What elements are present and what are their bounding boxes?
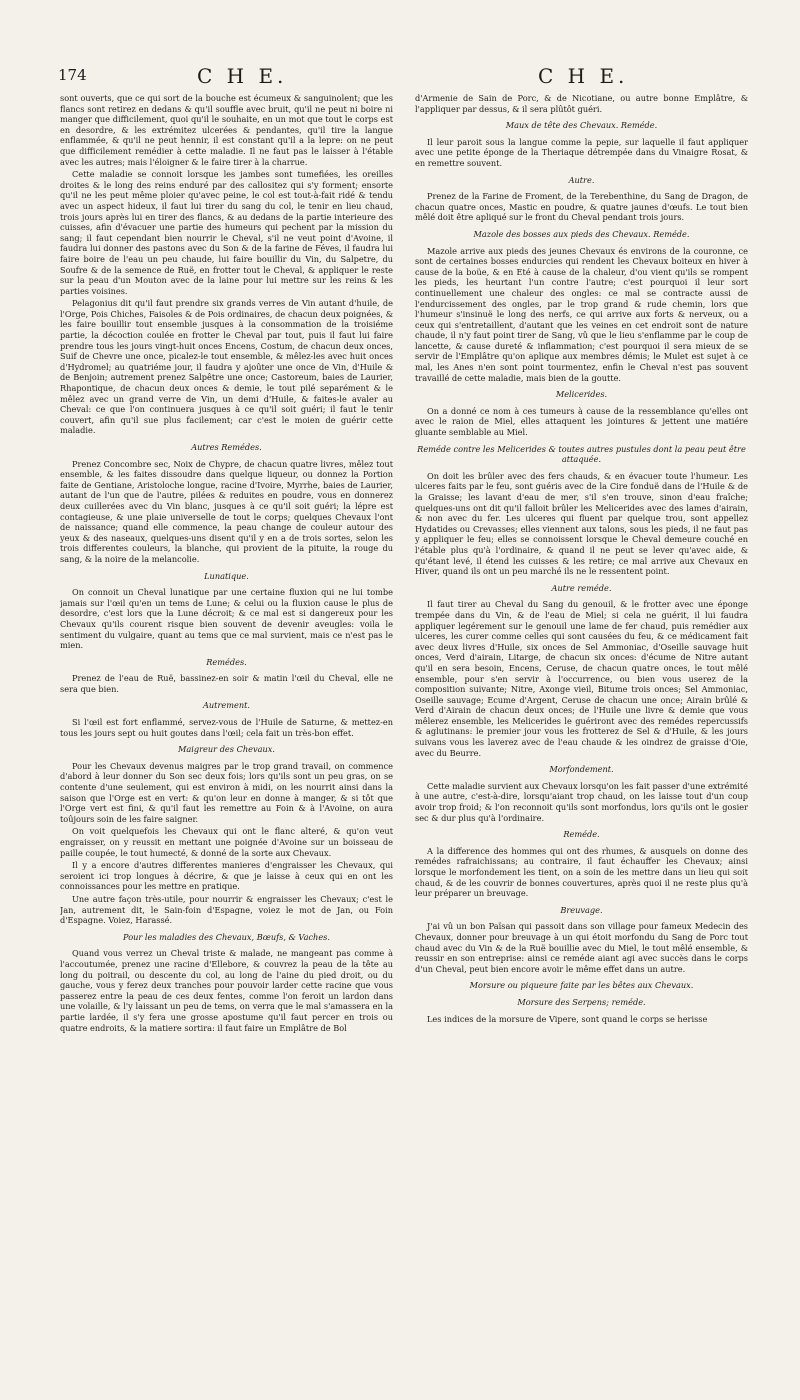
paragraph: Il y a encore d'autres differentes manieres d'engraisser les Chevaux, qui seroient ici trop longues à décrire, & que je laisse à ceux qui en ont les connoissances pour les mettre en pratique. (60, 860, 393, 892)
paragraph: Il leur paroit sous la langue comme la pepie, sur laquelle il faut appliquer avec une petite éponge de la Theriaque détrempée dans du Vinaigre Rosat, & en remettre souvent. (415, 136, 748, 168)
paragraph: sont ouverts, que ce qui sort de la bouche est écumeux & sanguinolent; que les flancs sont retirez en dedans & qu'il souffle avec bruit, qu'il ne peut ni boire ni manger que difficilement, quoi qu'il le souhaite, en un mot que tout le corps est en desordre, & les extrémitez ulcerées & pendantes, qu'il tire la langue enflammée, & qu'il ne peut hennir, il est constant qu'il a la lepre: on ne peut que difficilement remédier à cette maladie. Il ne faut pas le laisser à l'étable avec les autres; mais l'éloigner & le faire tirer à la charrue. (60, 93, 393, 167)
section-heading: Maux de tête des Chevaux. Reméde. (505, 120, 658, 131)
paragraph: On doit les brûler avec des fers chauds, & en évacuer toute l'humeur. Les ulceres faits par le feu, sont guéris avec de la Cire fonduë dans de l'Huile & de la Graisse; les lavant d'eau de mer, s'il s'en trouve, sinon d'eau fraîche; quelques-uns ont dit qu'il falloit brûler les Melicerides avec des lames d'airain, & non avec du fer. Les ulceres qui fluent par quelque trou, sont appellez Hydatides ou Crevasses; elles viennent aux talons, sous les pieds, il ne faut pas y appliquer le feu; elles se connoissent lorsque le Cheval demeure couché en l'étable plus qu'à l'ordinaire, & quand il ne peut se lever qu'avec aide, & qu'étant levé, il étend les cuisses & les retire; ce mal arrive aux Chevaux en Hiver, quand ils ont un peu marché ils ne le ressentent point. (415, 470, 748, 577)
paragraph: Pelagonius dit qu'il faut prendre six grands verres de Vin autant d'huile, de l'Orge, Pois Chiches, Faisoles & de Pois ordinaires, de chacun deux poignées, & les faire bouillir tout ensemble jusques à la consommation de la troisiéme partie, la décoction coulée en frotter le Cheval par tout, puis il faut lui faire prendre tous les jours vingt-huit onces Encens, Costum, de chacun deux onces, Suif de Chevre une once, picalez-le tout ensemble, & mêlez-les avec huit onces d'Hydromel; au quatriéme jour, il faudra y ajoûter une once de Vin, d'Huile & de Benjoin; autrement prenez Salpêtre une once; Castoreum, baies de Laurier, Rhapontique, de chacun deux onces & demie, le tout pilé separément & le mêlez avec un grand verre de Vin, un demi d'Huile, & faites-le avaler au Cheval: ce que l'on continuera jusques à ce qu'il soit guéri; il faut le tenir couvert, afin qu'il sue plus facilement; car c'est le moien de guérir cette maladie. (60, 298, 393, 436)
section-heading: Autre. (568, 174, 595, 185)
section-heading: Morfondement. (549, 764, 614, 775)
paragraph: Il faut tirer au Cheval du Sang du genouil, & le frotter avec une éponge trempée dans du Vin, & de l'eau de Miel; si cela ne guérit, il lui faudra appliquer legérement sur le genouil une lame de fer chaud, puis remédier aux ulceres, les curer comme celles qui sont causées du feu, & ce médicament fait avec deux livres d'Huile, six onces de Sel Ammoniac, d'Oseille sauvage huit onces, Verd d'airain, Litarge, de chacun six onces: d'écume de Nitre autant qu'il en sera besoin, Encens, Ceruse, de chacun quatre onces, le tout mêlé ensemble, pour s'en servir à l'occurrence, ou bien vous userez de la composition suivante; Nitre, Axonge vieil, Bitume trois onces; Sel Ammoniac, Oseille sauvage; Ecume d'Argent, Ceruse de chacun une once; Airain brûlé & Verd d'Airain de chacun deux onces; de l'Huile une livre & demie que vous mêlerez ensemble, les Melicerides le guériront avec des remédes repercussifs & aglutinans: le premier jour vous les frotterez de Sel & d'Huile, & les jours suivans vous les laverez avec de l'eau chaude & les oindrez de graisse d'Oie, avec du Beurre. (415, 599, 748, 758)
page-number: 174 (58, 66, 87, 84)
section-heading: Morsure ou piqueure faite par les bêtes aux Chevaux. (469, 980, 694, 991)
paragraph: d'Armenie de Sain de Porc, & de Nicotiane, ou autre bonne Emplâtre, & l'appliquer par dessus, & il sera plûtôt guéri. (415, 93, 748, 114)
paragraph: Prenez de la Farine de Froment, de la Terebenthine, du Sang de Dragon, de chacun quatre onces, Mastic en poudre, & quatre jaunes d'œufs. Le tout bien mêlé doit être apliqué sur le front du Cheval pendant trois jours. (415, 191, 748, 223)
paragraph: Les indices de la morsure de Vipere, sont quand le corps se herisse (427, 1013, 708, 1024)
section-heading: Autre reméde. (551, 582, 612, 593)
section-heading: Morsure des Serpens; reméde. (517, 996, 646, 1007)
paragraph: Pour les Chevaux devenus maigres par le trop grand travail, on commence d'abord à leur donner du Son sec deux fois; lors qu'ils sont un peu gras, on se contente d'une seulement, qui est environ à midi, on les nourrit ainsi dans la saison que l'Orge est en vert: & qu'on leur en donne à manger, & si tôt que l'Orge vert est fini, & qu'il faut les remettre au Foin & à l'Avoine, on aura toûjours soin de les faire saigner. (60, 760, 393, 824)
paragraph: Cette maladie se connoit lorsque les jambes sont tumefiées, les oreilles droites & le long des reins enduré par des callositez qui s'y forment; ensorte qu'il ne les peut même ploier qu'avec peine, le col est tout-à-fait ridé & tendu avec un aspect hideux, il faut lui tirer du sang du col, le tenir en lieu chaud, trois jours après lui en tirer des flancs, & au dedans de la partie interieure des cuisses, afin d'évacuer une partie des humeurs qui pechent par la mission du sang; il faut cependant bien nourrir le Cheval, s'il ne veut point d'Avoine, il faudra lui donner des pastons avec du Son & de la farine de Féves, il faudra lui faire boire de l'eau un peu chaude, lui faire bouillir du Vin, du Salpetre, du Soufre & de la semence de Ruë, en frotter tout le Cheval, & appliquer le reste sur la peau d'un Mouton avec de la laine pour lui mettre sur les reins & les parties voisines. (60, 169, 393, 296)
running-head-left: C H E. (197, 64, 288, 88)
page-header (0, 64, 800, 94)
section-heading: Breuvage. (560, 904, 603, 915)
left-column (60, 93, 393, 1388)
section-heading: Lunatique. (204, 570, 249, 581)
right-column (415, 93, 748, 1388)
paragraph: A la difference des hommes qui ont des rhumes, & ausquels on donne des remédes rafraichissans; au contraire, il faut échauffer les Chevaux; ainsi lorsque le morfondement les tient, on a soin de les mettre dans un lieu qui soit chaud, & de les couvrir de bonnes couvertures, après quoi il ne reste plus qu'à leur préparer un breuvage. (415, 845, 748, 899)
paragraph: J'ai vû un bon Païsan qui passoit dans son village pour fameux Medecin des Chevaux, donner pour breuvage à un qui étoit morfondu du Sang de Porc tout chaud avec du Vin & de la Ruë bouillie avec du Miel, le tout mêlé ensemble, & reussir en son entreprise: ainsi ce reméde aiant agi avec succès dans le corps d'un Cheval, peut bien encore avoir le même effet dans un autre. (415, 921, 748, 974)
paragraph: Si l'œil est fort enflammé, servez-vous de l'Huile de Saturne, & mettez-en tous les jours sept ou huit goutes dans l'œil; cela fait un très-bon effet. (60, 717, 393, 738)
paragraph: Quand vous verrez un Cheval triste & malade, ne mangeant pas comme à l'accoutumée, prenez une racine d'Ellebore, & couvrez la peau de la tête au long du poitrail, ou descente du col, au long de l'aine du pied droit, ou du gauche, vous y ferez deux tranches pour pouvoir larder cette racine que vous passerez entre la peau de ces deux fentes, comme l'on feroit un lardon dans une volaille, & l'y laissant un peu de tems, on verra que le mal s'amassera en la partie lardée, il s'y fera une grosse apostume qu'il faut percer en trois ou quatre endroits, & la matiere sortira: il faut faire un Emplâtre de Bol (60, 948, 393, 1033)
section-heading: Remédes. (206, 656, 247, 667)
section-heading: Melicerides. (555, 389, 608, 400)
paragraph: Mazole arrive aux pieds des jeunes Chevaux és environs de la couronne, ce sont de certaines bosses endurcies qui rendent les Chevaux boiteux en hiver à cause de la boüe, & en Eté à cause de la chaleur, d'ou vient qu'ils se rompent les pieds, les heurtant l'un contre l'autre; c'est pourquoi il leur sort continuellement une chaleur des ongles: ce mal se contracte aussi de l'endurcissement des ongles, par le trop grand & rude chemin, lors que l'humeur s'insinuë le long des nerfs, ce qui arrive aux forts & nerveux, ou a ceux qui s'entretaillent, d'autant que les veines en cet endroit sont de nature chaude, il n'y faut point tirer de Sang, vû que le lieu s'enflamme par le coup de lancette, & cause dureté & inflammation; c'est pourquoi il sera mieux de se servir de l'Emplâtre qu'on aplique aux membres démis; le Mulet est sujet à ce mal, les Anes n'en sont point tourmentez, enfin le Cheval n'est pas souvent travaillé de cette maladie, mais bien de la goutte. (415, 245, 748, 383)
section-heading: Reméde contre les Melicerides & toutes autres pustules dont la peau peut être attaquée. (417, 443, 746, 465)
paragraph: Une autre façon très-utile, pour nourrir & engraisser les Chevaux; c'est le Jan, autrement dit, le Sain-foin d'Espagne, voiez le mot de Jan, ou Foin d'Espagne. Voiez, Harassé. (60, 893, 393, 926)
paragraph: Cette maladie survient aux Chevaux lorsqu'on les fait passer d'une extrémité à une autre, c'est-à-dire, lorsqu'aiant trop chaud, on les laisse tout d'un coup avoir trop froid; & l'on reconnoit qu'ils sont morfondus, lors qu'ils ont le gosier sec & dur plus qu'à l'ordinaire. (415, 780, 748, 823)
section-heading: Autres Remédes. (191, 442, 262, 452)
section-heading: Pour les maladies des Chevaux, Bœufs, & Vaches. (123, 931, 330, 942)
paragraph: Prenez Concombre sec, Noix de Chypre, de chacun quatre livres, mêlez tout ensemble, & les faites dissoudre dans quelque liqueur, ou donnez la Portion faite de Gentiane, Aristoloche longue, racine d'Ivoire, Myrrhe, baies de Laurier, autant de l'un que de l'autre, pilées & reduites en poudre, vous en donnerez deux cuillerées avec du Vin blanc, jusques à ce qu'il soit guéri; la lépre est contagieuse, & une plaie universelle de tout le corps; quelques Chevaux l'ont de naissance; quand elle commence, la peau change de couleur autour des yeux & des naseaux, quelques-uns disent qu'il y en a de trois sortes, selon les trois differentes couleurs, la blanche, qui provient de la pituite, la rouge du sang, & la noire de la melancolie. (60, 458, 393, 564)
section-heading: Mazole des bosses aux pieds des Chevaux. Reméde. (473, 228, 690, 239)
paragraph: On connoit un Cheval lunatique par une certaine fluxion qui ne lui tombe jamais sur l'œil qu'en un tems de Lune; & celui ou la fluxion cause le plus de desordre, c'est lors que la Lune décroit; & ce mal est si dangereux pour les Chevaux qu'ils courent risque bien souvent de devenir aveugles: voila le sentiment du vulgaire, quant au tems que ce mal survient, mais ce n'est pas le mien. (60, 587, 393, 651)
running-head-right: C H E. (538, 64, 629, 88)
section-heading: Reméde. (563, 829, 600, 840)
paragraph: Prenez de l'eau de Ruë, bassinez-en soir & matin l'œil du Cheval, elle ne sera que bien. (60, 673, 393, 694)
paragraph: On voit quelquefois les Chevaux qui ont le flanc alteré, & qu'on veut engraisser, on y reussit en mettant une poignée d'Avoine sur un boisseau de paille coupée, le tout humecté, & donné de la sorte aux Chevaux. (60, 826, 393, 858)
section-heading: Maigreur des Chevaux. (178, 744, 275, 755)
paragraph: On a donné ce nom à ces tumeurs à cause de la ressemblance qu'elles ont avec le raion de Miel, elles attaquent les jointures & jettent une matiére gluante semblable au Miel. (415, 405, 748, 438)
section-heading: Autrement. (202, 700, 250, 711)
